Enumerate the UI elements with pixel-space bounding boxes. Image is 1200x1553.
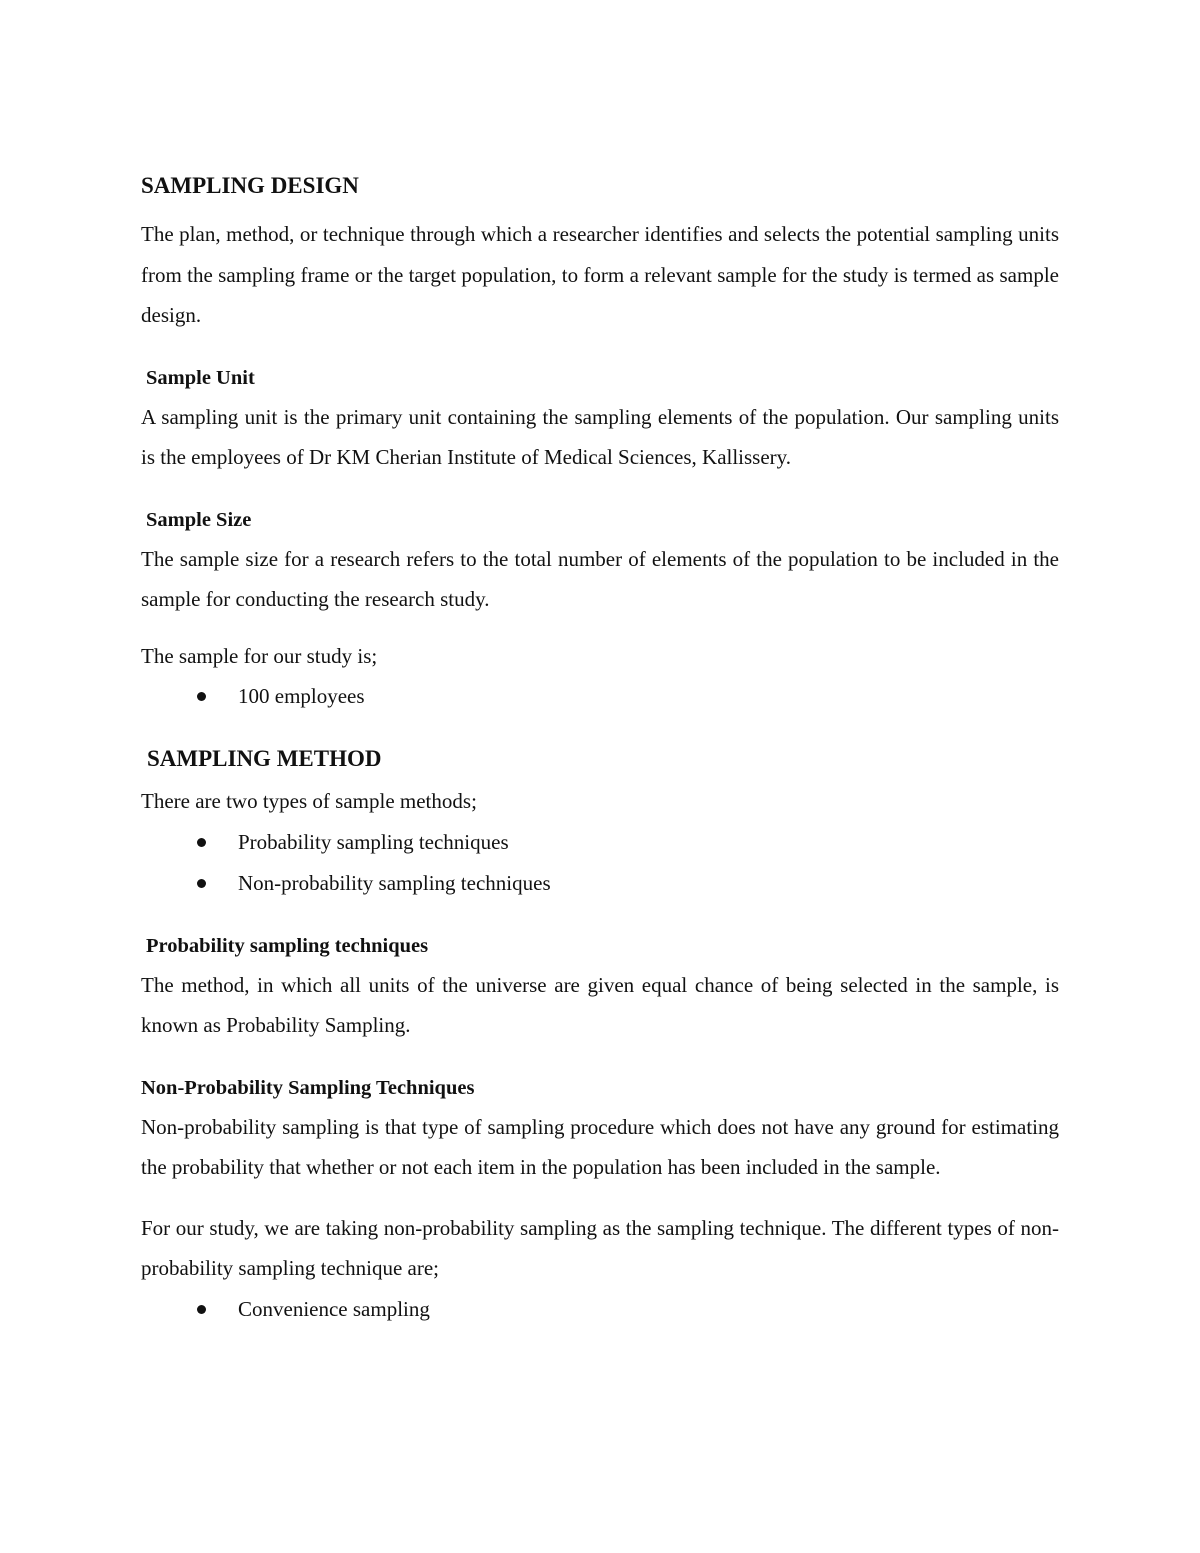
sampling-method-list	[141, 822, 1059, 904]
heading-sample-size: Sample Size	[146, 508, 252, 531]
list-item-text: Probability sampling techniques	[238, 829, 509, 854]
list-item-text: Non-probability sampling techniques	[238, 870, 551, 895]
heading-sampling-design: SAMPLING DESIGN	[141, 173, 359, 198]
bullet-icon	[197, 838, 206, 847]
non-probability-list	[141, 1289, 1059, 1330]
paragraph-probability: The method, in which all units of the universe are given equal chance of being selected in the sample, is known as Probability Sampling.	[141, 972, 1059, 1037]
paragraph-sample-unit: A sampling unit is the primary unit containing the sampling elements of the population. Our sampling units is the employees of Dr KM Cherian Institute of Medical Sciences, Kallissery.	[141, 404, 1059, 469]
list-item-text: 100 employees	[238, 684, 365, 708]
list-item	[197, 676, 1059, 717]
paragraph-sample-size: The sample size for a research refers to the total number of elements of the population to be included in the sample for conducting the research study.	[141, 546, 1059, 611]
heading-non-probability: Non-Probability Sampling Techniques	[141, 1076, 475, 1099]
sample-size-list	[141, 676, 1059, 717]
heading-sampling-method: SAMPLING METHOD	[147, 746, 382, 771]
bullet-icon	[197, 879, 206, 888]
sample-size-lead: The sample for our study is;	[141, 643, 378, 668]
paragraph-sampling-design: The plan, method, or technique through which a researcher identifies and selects the potential sampling units from the sampling frame or the target population, to form a relevant sample for the study is termed as sample design.	[141, 222, 1059, 327]
list-item	[197, 863, 1059, 904]
heading-probability: Probability sampling techniques	[146, 934, 429, 957]
paragraph-non-probability: Non-probability sampling is that type of sampling procedure which does not have any ground for estimating the probability that whether or not each item in the population has been included in the sample.	[141, 1114, 1059, 1179]
list-item	[197, 822, 1059, 863]
document-page	[141, 170, 1059, 1330]
bullet-icon	[197, 1305, 206, 1314]
heading-sample-unit: Sample Unit	[146, 366, 255, 389]
paragraph-non-probability-2: For our study, we are taking non-probability sampling as the sampling technique. The different types of non-probability sampling technique are;	[141, 1215, 1059, 1280]
bullet-icon	[197, 692, 206, 701]
sampling-method-lead: There are two types of sample methods;	[141, 789, 477, 813]
list-item	[197, 1289, 1059, 1330]
list-item-text: Convenience sampling	[238, 1296, 430, 1321]
